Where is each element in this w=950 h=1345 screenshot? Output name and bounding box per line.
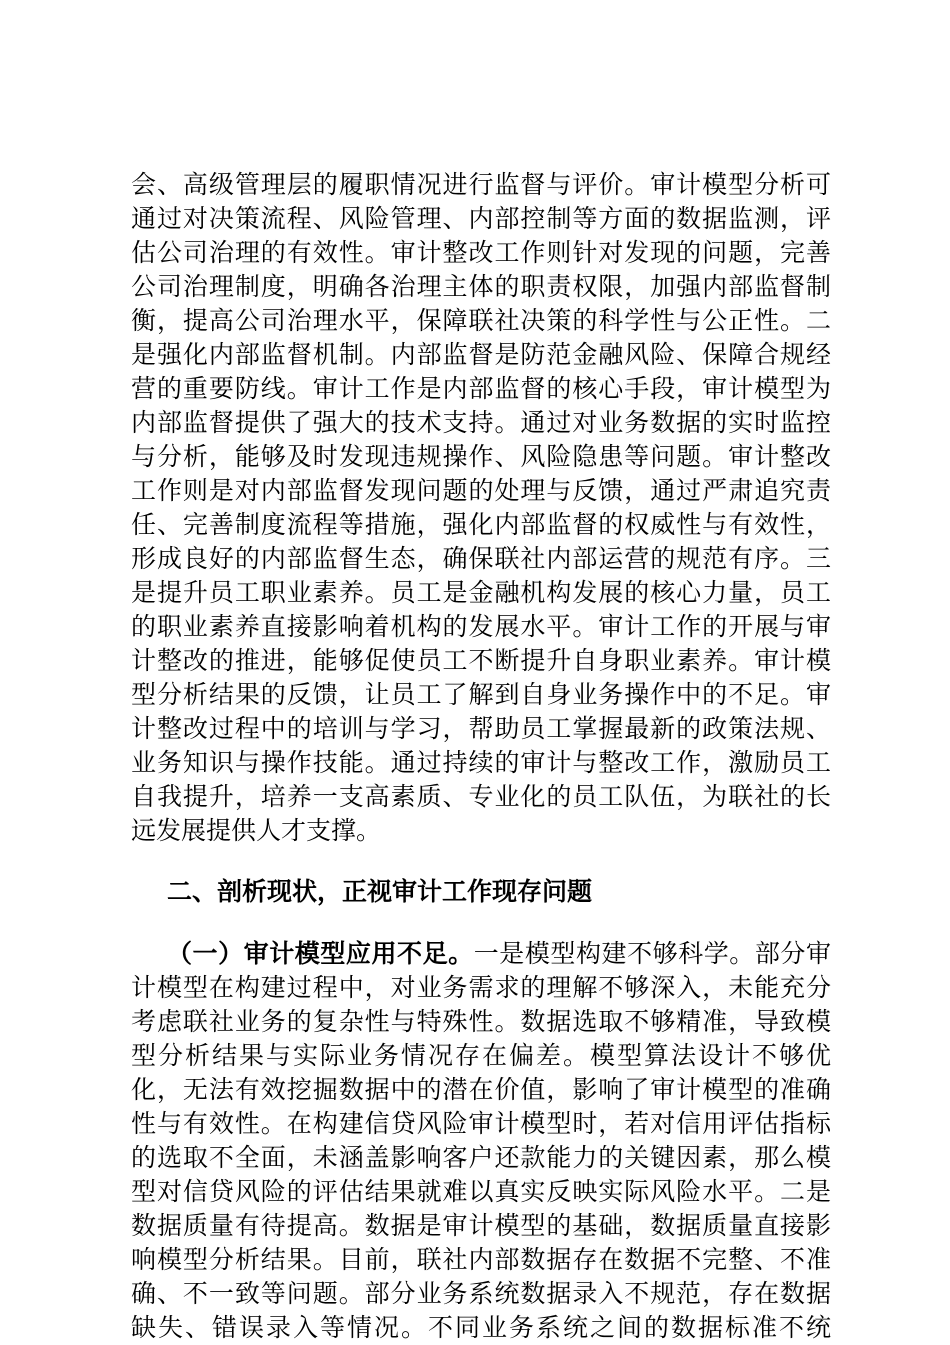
body-text-line: 业务知识与操作技能。通过持续的审计与整改工作，激励员工: [131, 748, 831, 777]
body-text-line: 响模型分析结果。目前，联社内部数据存在数据不完整、不准: [131, 1245, 831, 1274]
body-text-line: 型分析结果的反馈，让员工了解到自身业务操作中的不足。审: [131, 680, 831, 709]
paragraph-first-line: [167, 937, 831, 971]
body-text-line: 计整改过程中的培训与学习，帮助员工掌握最新的政策法规、: [131, 714, 831, 743]
body-text-line: 通过对决策流程、风险管理、内部控制等方面的数据监测，评: [131, 204, 831, 233]
body-text-line: 数据质量有待提高。数据是审计模型的基础，数据质量直接影: [131, 1211, 831, 1240]
body-text-line: 性与有效性。在构建信贷风险审计模型时，若对信用评估指标: [131, 1109, 831, 1138]
body-text-line: 衡，提高公司治理水平，保障联社决策的科学性与公正性。二: [131, 306, 831, 335]
subsection-heading: （一）审计模型应用不足。: [167, 939, 474, 968]
body-text-line: 化，无法有效挖掘数据中的潜在价值，影响了审计模型的准确: [131, 1075, 831, 1104]
body-text-line: 任、完善制度流程等措施，强化内部监督的权威性与有效性，: [131, 510, 831, 539]
body-text-line: 估公司治理的有效性。审计整改工作则针对发现的问题，完善: [131, 238, 831, 267]
body-text-line: 是强化内部监督机制。内部监督是防范金融风险、保障合规经: [131, 340, 831, 369]
body-text-line: 工作则是对内部监督发现问题的处理与反馈，通过严肃追究责: [131, 476, 831, 505]
body-text-line: 计模型在构建过程中，对业务需求的理解不够深入，未能充分: [131, 973, 831, 1002]
body-text-line: 是提升员工职业素养。员工是金融机构发展的核心力量，员工: [131, 578, 831, 607]
body-text-line: 内部监督提供了强大的技术支持。通过对业务数据的实时监控: [131, 408, 831, 437]
body-text-line: 计整改的推进，能够促使员工不断提升自身职业素养。审计模: [131, 646, 831, 675]
body-text-line: 与分析，能够及时发现违规操作、风险隐患等问题。审计整改: [131, 442, 831, 471]
body-text-line: 缺失、错误录入等情况。不同业务系统之间的数据标准不统: [131, 1313, 831, 1342]
body-text-line: 自我提升，培养一支高素质、专业化的员工队伍，为联社的长: [131, 782, 831, 811]
body-text-line: 确、不一致等问题。部分业务系统数据录入不规范，存在数据: [131, 1279, 831, 1308]
body-text-span: 一是模型构建不够科学。部分审: [473, 939, 831, 968]
body-text-line: 型分析结果与实际业务情况存在偏差。模型算法设计不够优: [131, 1041, 831, 1070]
body-text-line: 会、高级管理层的履职情况进行监督与评价。审计模型分析可: [131, 170, 831, 199]
body-text-line: 公司治理制度，明确各治理主体的职责权限，加强内部监督制: [131, 272, 831, 301]
body-text-line: 考虑联社业务的复杂性与特殊性。数据选取不够精准，导致模: [131, 1007, 831, 1036]
body-text-line: 远发展提供人才支撑。: [131, 816, 382, 845]
body-text-line: 营的重要防线。审计工作是内部监督的核心手段，审计模型为: [131, 374, 831, 403]
body-text-line: 的职业素养直接影响着机构的发展水平。审计工作的开展与审: [131, 612, 831, 641]
body-text-line: 形成良好的内部监督生态，确保联社内部运营的规范有序。三: [131, 544, 831, 573]
body-text-line: 的选取不全面，未涵盖影响客户还款能力的关键因素，那么模: [131, 1143, 831, 1172]
body-text-line: 型对信贷风险的评估结果就难以真实反映实际风险水平。二是: [131, 1177, 831, 1206]
section-heading: 二、剖析现状，正视审计工作现存问题: [167, 877, 593, 906]
